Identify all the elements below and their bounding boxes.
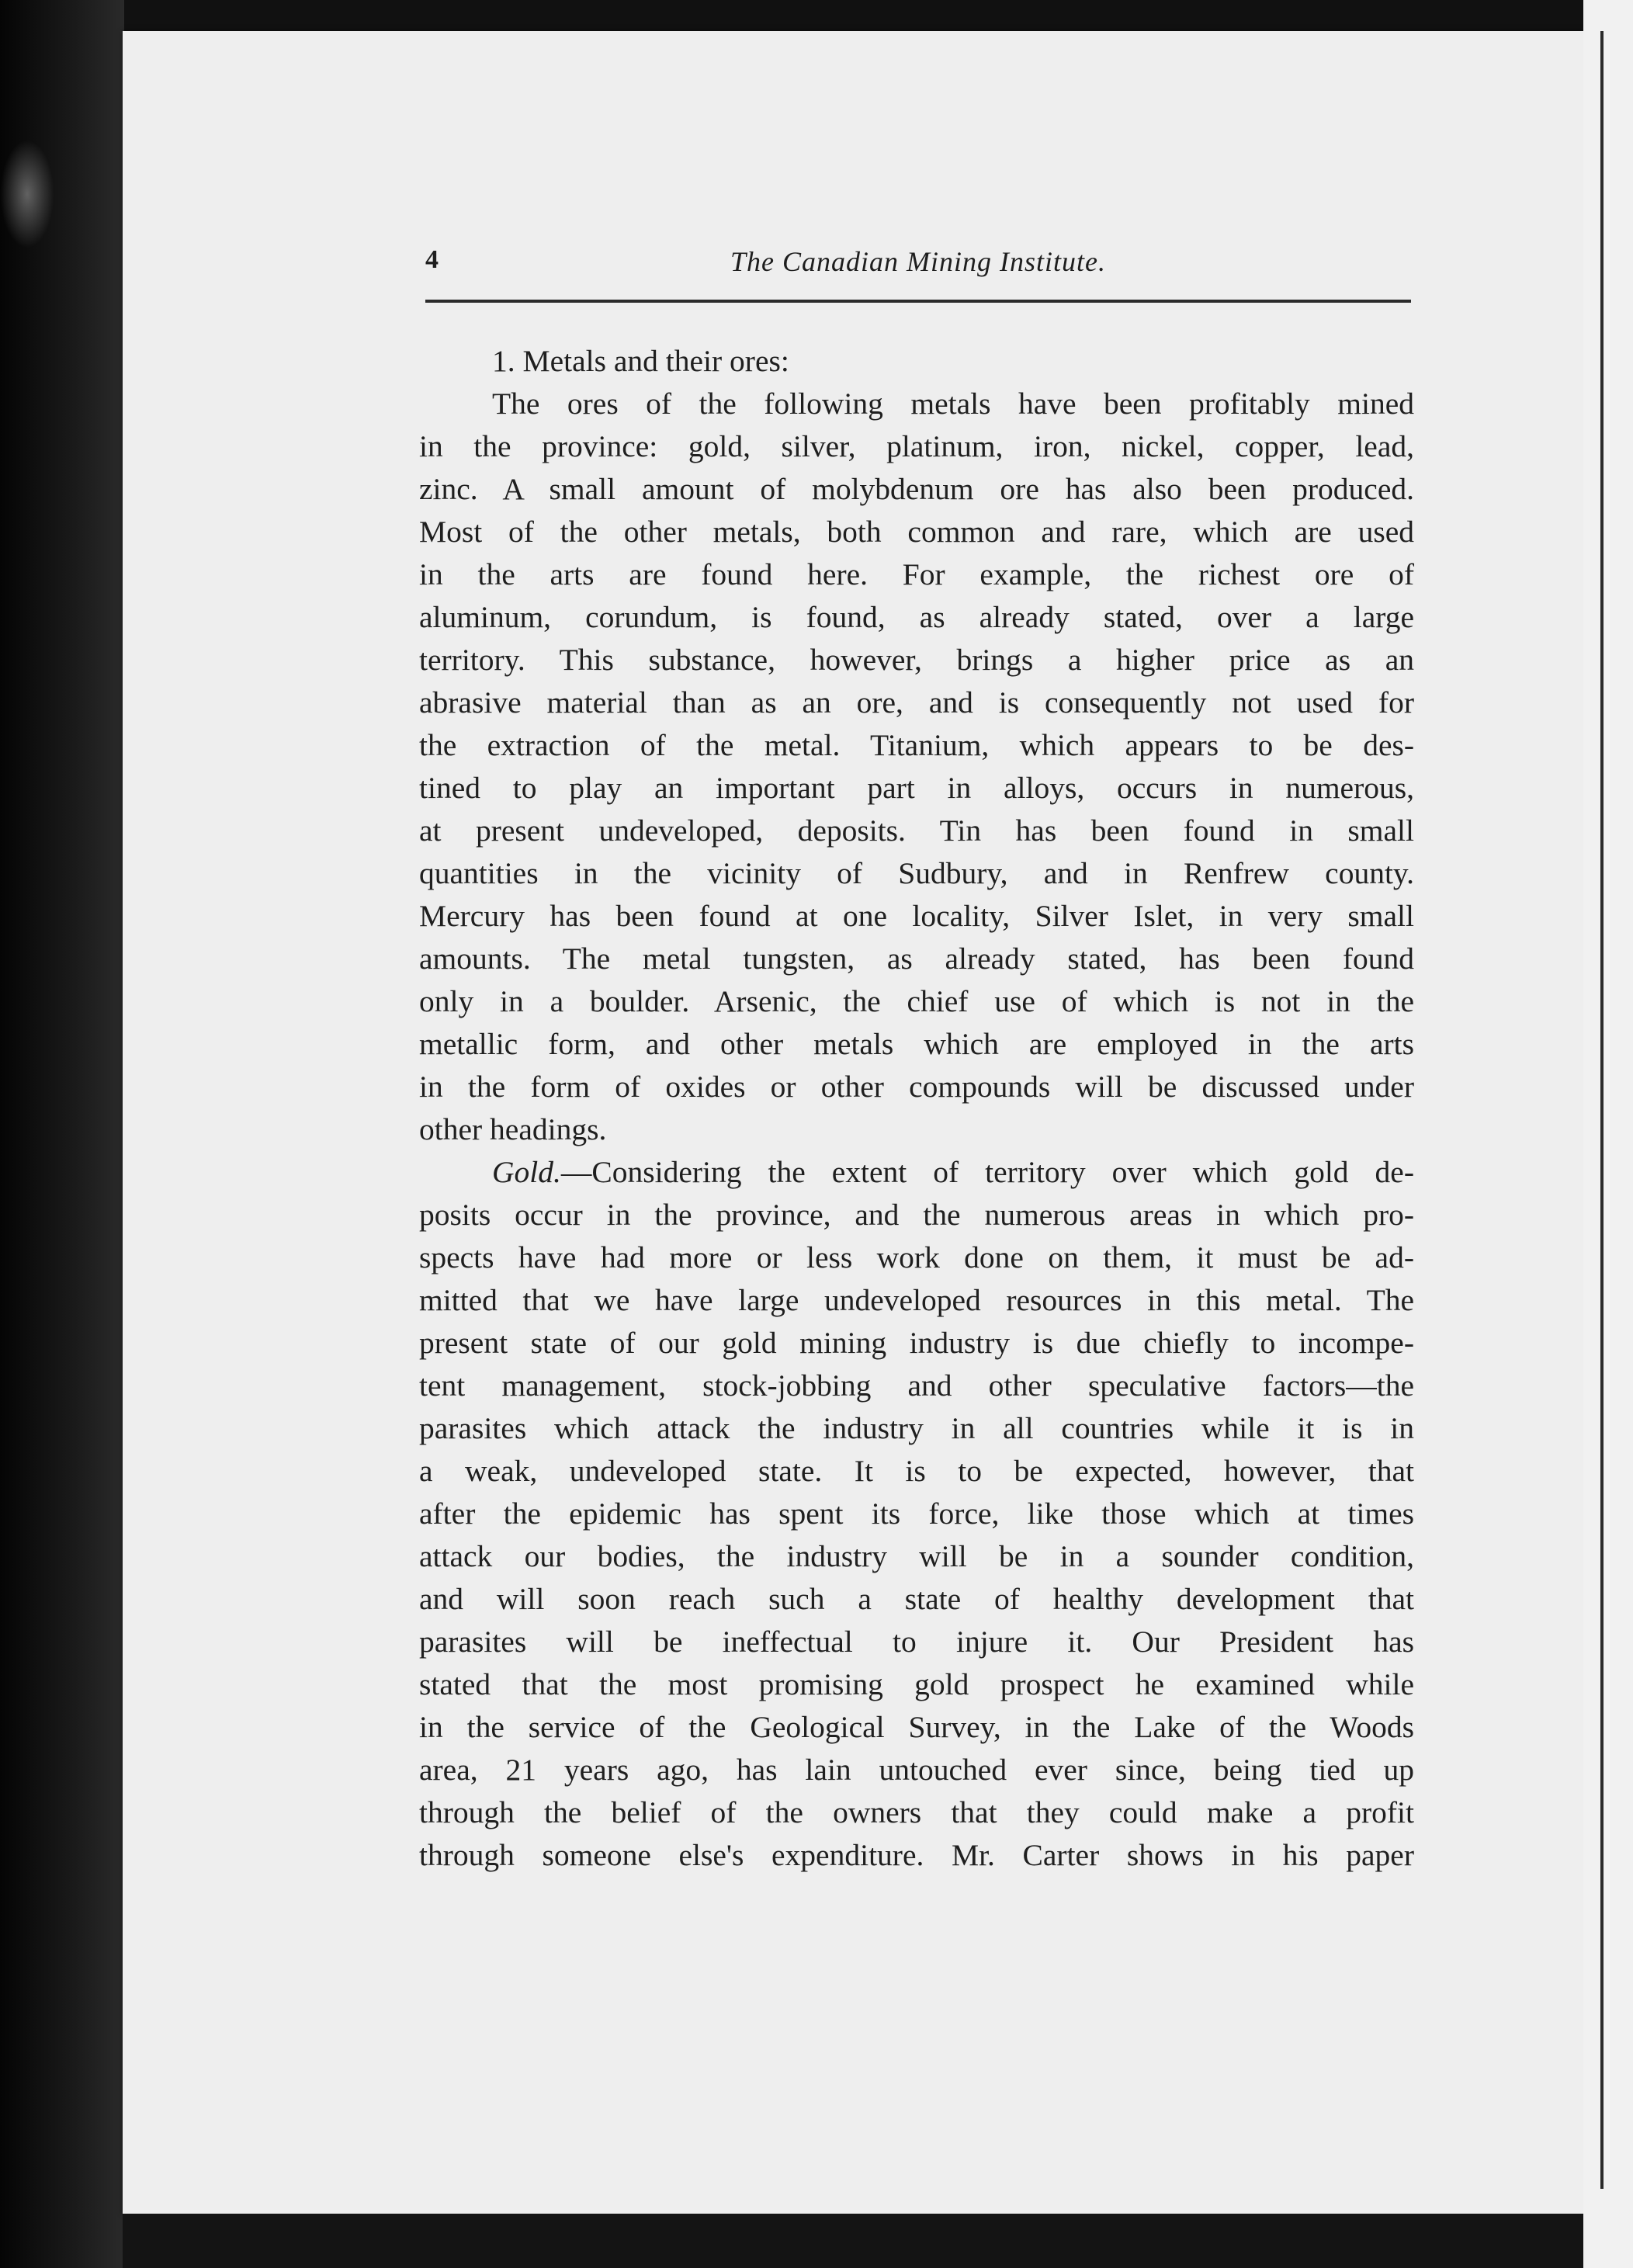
text-line: attack our bodies, the industry will be in a sounder condition, [419,1539,1414,1573]
text-line: territory. This substance, however, brings a higher price as an [419,643,1414,677]
text-line: quantities in the vicinity of Sudbury, and in Renfrew county. [419,856,1414,890]
text-line: other headings. [419,1112,607,1146]
text-line-remainder: —Considering the extent of territory over which gold de- [560,1155,1414,1189]
text-line: through the belief of the owners that they could make a profit [419,1795,1414,1829]
spine-glare [0,140,54,248]
text-line: abrasive material than as an ore, and is consequently not used for [419,685,1414,720]
text-line: posits occur in the province, and the numerous areas in which pro- [419,1198,1414,1232]
book-spine-shadow [0,0,124,2268]
text-line: present state of our gold mining industry is due chiefly to incompe- [419,1326,1414,1360]
body-text [419,340,1414,1877]
text-line: in the arts are found here. For example, the richest ore of [419,557,1414,591]
text-line: stated that the most promising gold prospect he examined while [419,1667,1414,1701]
text-line: area, 21 years ago, has lain untouched ever since, being tied up [419,1753,1414,1787]
text-line: only in a boulder. Arsenic, the chief use of which is not in the [419,984,1414,1018]
text-line: in the form of oxides or other compounds will be discussed under [419,1070,1414,1104]
running-head [425,245,1411,284]
running-title: The Canadian Mining Institute. [730,246,1106,277]
text-line: after the epidemic has spent its force, like those which at times [419,1496,1414,1531]
facing-page-gutter-line [1600,31,1604,2189]
text-line: zinc. A small amount of molybdenum ore has also been produced. [419,472,1414,506]
text-line: and will soon reach such a state of healthy development that [419,1582,1414,1616]
text-line: tined to play an important part in alloys, occurs in numerous, [419,771,1414,805]
text-line: in the province: gold, silver, platinum, iron, nickel, copper, lead, [419,429,1414,463]
section-heading: 1. Metals and their ores: [492,344,789,378]
text-line: Most of the other metals, both common and rare, which are used [419,515,1414,549]
bottom-dark-strip [123,2214,1583,2268]
text-line: parasites will be ineffectual to injure it. Our President has [419,1625,1414,1659]
text-line: at present undeveloped, deposits. Tin has been found in small [419,813,1414,848]
gold-lead-word: Gold. [492,1155,561,1189]
text-line: through someone else's expenditure. Mr. Carter shows in his paper [419,1838,1414,1872]
text-line: mitted that we have large undeveloped resources in this metal. The [419,1283,1414,1317]
text-line: aluminum, corundum, is found, as already stated, over a large [419,600,1414,634]
text-line: Mercury has been found at one locality, Silver Islet, in very small [419,899,1414,933]
text-line: The ores of the following metals have been profitably mined [492,387,1414,421]
text-line: in the service of the Geological Survey, in the Lake of the Woods [419,1710,1414,1744]
text-line [419,1151,1414,1194]
text-line: amounts. The metal tungsten, as already stated, has been found [419,942,1414,976]
page-number: 4 [425,245,439,274]
text-line: metallic form, and other metals which are employed in the arts [419,1027,1414,1061]
text-line: a weak, undeveloped state. It is to be expected, however, that [419,1454,1414,1488]
text-line: spects have had more or less work done on them, it must be ad- [419,1240,1414,1274]
text-line: parasites which attack the industry in all countries while it is in [419,1411,1414,1445]
header-rule [425,300,1411,303]
facing-page-edge [1583,0,1633,2268]
text-line: tent management, stock-jobbing and other speculative factors—the [419,1368,1414,1403]
text-line: the extraction of the metal. Titanium, which appears to be des- [419,728,1414,762]
